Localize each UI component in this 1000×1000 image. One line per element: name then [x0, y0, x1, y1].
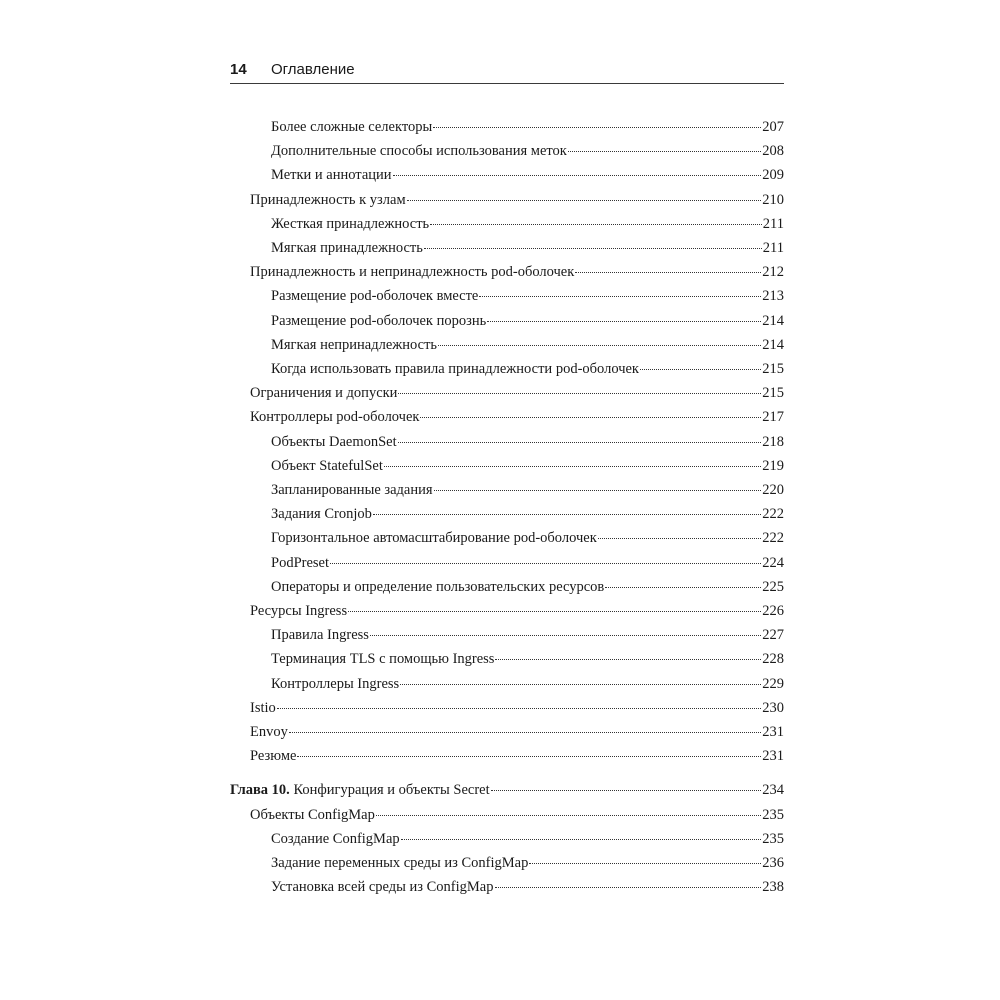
dot-leader	[605, 586, 761, 588]
toc-row	[271, 623, 784, 647]
dot-leader	[398, 392, 761, 394]
toc-entry-title: Ограничения и допуски	[250, 385, 398, 402]
toc-row	[271, 139, 784, 163]
toc-page-number: 218	[762, 433, 784, 450]
dot-leader	[407, 199, 762, 201]
toc-page-number: 236	[762, 855, 784, 871]
dot-leader	[420, 416, 761, 418]
toc-entry-title	[230, 778, 490, 802]
toc-entry-title: Терминация TLS с помощью Ingress	[271, 651, 495, 668]
toc-page-number: 217	[762, 409, 784, 426]
toc-entry-title: Жесткая принадлежность	[271, 215, 430, 232]
toc-entry-title: Задание переменных среды из ConfigMap	[271, 855, 529, 871]
toc-chapter-label: Глава 10.	[230, 782, 290, 799]
toc-row	[271, 875, 784, 899]
dot-leader	[430, 223, 762, 225]
dot-leader	[400, 683, 761, 685]
toc-page-number: 213	[762, 288, 784, 305]
section-title: Оглавление	[271, 61, 355, 78]
toc-row	[271, 212, 784, 236]
dot-leader	[434, 489, 762, 491]
dot-leader	[424, 247, 762, 249]
toc-page-number: 215	[762, 361, 784, 377]
dot-leader	[487, 320, 761, 322]
toc-entry-title: Горизонтальное автомасштабирование pod-оболочек	[271, 530, 597, 547]
dot-leader	[348, 610, 761, 612]
toc-entry-title: Объекты ConfigMap	[250, 806, 375, 823]
header-rule	[230, 83, 784, 84]
toc-page-number: 211	[762, 215, 784, 232]
dot-leader	[398, 441, 762, 443]
dot-leader	[495, 886, 762, 888]
toc-page-number: 227	[762, 627, 784, 644]
toc-entry-title: Объекты DaemonSet	[271, 433, 397, 450]
toc-row	[271, 672, 784, 696]
toc-chapter-title: Конфигурация и объекты Secret	[293, 782, 490, 799]
toc-entry-title: Задания Cronjob	[271, 506, 372, 523]
toc-row	[250, 744, 784, 768]
toc-page-number: 229	[762, 675, 784, 692]
toc-row	[271, 284, 784, 308]
toc-row	[271, 551, 784, 575]
toc-page-number: 220	[762, 482, 784, 498]
toc-page-number: 215	[762, 385, 784, 402]
toc-row	[250, 599, 784, 623]
toc-entry-title: Мягкая непринадлежность	[271, 336, 438, 353]
toc-row	[250, 720, 784, 744]
toc-page-number: 225	[762, 578, 784, 595]
toc-page-number: 208	[762, 143, 784, 160]
dot-leader	[575, 271, 761, 273]
toc-page-number: 231	[762, 724, 784, 740]
toc-row	[271, 357, 784, 381]
toc-page-number: 211	[762, 240, 784, 256]
toc-row	[271, 430, 784, 454]
dot-leader	[289, 731, 761, 733]
toc-page-number: 222	[762, 530, 784, 547]
toc-row	[271, 115, 784, 139]
running-head	[230, 58, 784, 82]
dot-leader	[479, 295, 761, 297]
dot-leader	[598, 537, 761, 539]
toc-row	[271, 236, 784, 260]
toc-entry-title: Установка всей среды из ConfigMap	[271, 879, 494, 896]
toc-page-number: 222	[762, 506, 784, 523]
toc-entry-title: Envoy	[250, 724, 288, 740]
toc-page-number: 219	[762, 457, 784, 474]
toc-page-number: 228	[762, 651, 784, 668]
toc-entry-title: Когда использовать правила принадлежности pod-оболочек	[271, 361, 639, 377]
dot-leader	[277, 707, 761, 709]
dot-leader	[376, 814, 761, 816]
toc-row	[271, 478, 784, 502]
toc-row	[250, 696, 784, 720]
dot-leader	[370, 634, 761, 636]
toc-page-number: 234	[762, 782, 784, 799]
toc-row	[250, 381, 784, 405]
dot-leader	[640, 368, 761, 370]
toc-entry-title: Резюме	[250, 748, 297, 765]
toc-row	[250, 188, 784, 212]
toc-entry-title: Размещение pod-оболочек вместе	[271, 288, 479, 305]
toc-entry-title: Мягкая принадлежность	[271, 240, 423, 256]
dot-leader	[401, 838, 762, 840]
toc-page-number: 231	[762, 748, 784, 765]
dot-leader	[297, 755, 761, 757]
toc-page-number: 214	[762, 336, 784, 353]
page-number: 14	[230, 61, 247, 78]
dot-leader	[568, 150, 761, 152]
toc-entry-title: Более сложные селекторы	[271, 119, 433, 135]
toc-row	[271, 647, 784, 671]
dot-leader	[384, 465, 761, 467]
toc-row	[250, 405, 784, 429]
toc-page-number: 212	[762, 264, 784, 281]
toc-page-number: 235	[762, 806, 784, 823]
toc-page-number: 207	[762, 119, 784, 135]
toc-entry-title: Контроллеры Ingress	[271, 675, 400, 692]
toc-page-number: 214	[762, 312, 784, 329]
toc-page-number: 210	[762, 191, 784, 208]
toc-page-number: 238	[762, 879, 784, 896]
toc-entry-title: Контроллеры pod-оболочек	[250, 409, 420, 426]
toc-page-number: 230	[762, 699, 784, 716]
toc-page-number: 224	[762, 554, 784, 571]
toc-page-number: 235	[762, 830, 784, 847]
dot-leader	[495, 658, 761, 660]
toc-entry-title: Правила Ingress	[271, 627, 369, 644]
toc-entry-title: Операторы и определение пользовательских ресурсов	[271, 578, 605, 595]
toc-entry-title: PodPreset	[271, 554, 329, 571]
toc-entry-title: Метки и аннотации	[271, 167, 392, 184]
dot-leader	[529, 862, 761, 864]
toc-row	[271, 526, 784, 550]
toc-entry-title: Создание ConfigMap	[271, 830, 400, 847]
toc-row	[271, 333, 784, 357]
dot-leader	[491, 789, 762, 791]
dot-leader	[393, 174, 762, 176]
toc-row	[271, 309, 784, 333]
toc-entry-title: Принадлежность и непринадлежность pod-оболочек	[250, 264, 575, 281]
toc-entry-title: Размещение pod-оболочек порознь	[271, 312, 487, 329]
toc-row	[250, 803, 784, 827]
toc-row	[271, 827, 784, 851]
dot-leader	[433, 126, 761, 128]
toc-entry-title: Ресурсы Ingress	[250, 603, 348, 619]
dot-leader	[330, 562, 761, 564]
toc-row	[271, 163, 784, 187]
toc-row	[271, 851, 784, 875]
toc-row	[271, 454, 784, 478]
toc-entry-title: Istio	[250, 699, 276, 716]
toc-page-number: 209	[762, 167, 784, 184]
toc-page-number: 226	[762, 603, 784, 619]
toc-row	[250, 260, 784, 284]
dot-leader	[373, 513, 761, 515]
toc-chapter-row	[230, 778, 784, 802]
toc-row	[271, 502, 784, 526]
toc-entry-title: Принадлежность к узлам	[250, 191, 406, 208]
toc-entry-title: Дополнительные способы использования меток	[271, 143, 567, 160]
toc-entry-title: Запланированные задания	[271, 482, 433, 498]
toc-row	[271, 575, 784, 599]
dot-leader	[438, 344, 761, 346]
toc-entry-title: Объект StatefulSet	[271, 457, 383, 474]
